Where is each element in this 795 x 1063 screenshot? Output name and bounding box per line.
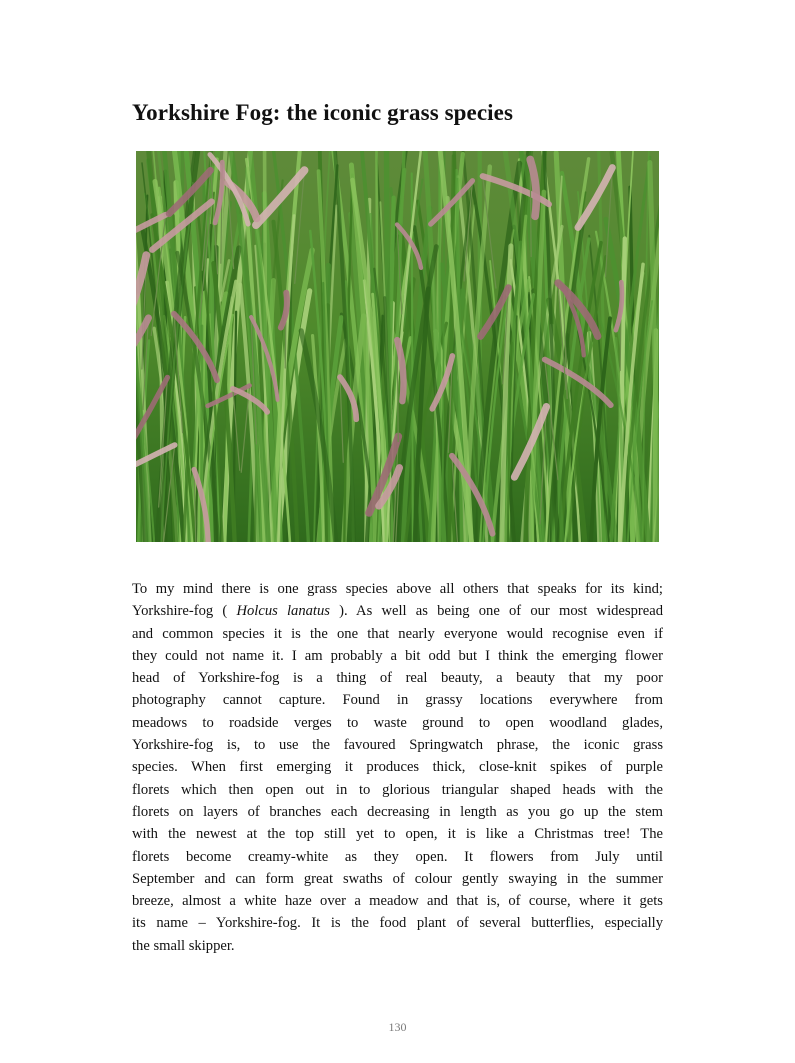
text-segment: florets become creamy-white as they open. It flowers from July until [132,848,663,865]
text-line [132,689,663,711]
body-paragraph [132,578,663,957]
page-number: 130 [388,1020,407,1034]
text-line [132,667,663,689]
text-line [132,868,663,890]
text-segment: September and can form great swaths of colour gently swaying in the summer [132,870,663,887]
text-segment: the small skipper. [132,937,235,954]
text-segment: with the newest at the top still yet to open, it is like a Christmas tree! The [132,826,663,843]
grass-photo [136,151,659,542]
page-title: Yorkshire Fog: the iconic grass species [132,100,514,125]
text-line [132,779,663,801]
text-line [132,712,663,734]
species-latin-name: Holcus lanatus [236,603,330,620]
text-line [132,823,663,845]
text-segment: its name – Yorkshire-fog. It is the food plant of several butterflies, especially [132,915,663,932]
text-segment: meadows to roadside verges to waste ground to open woodland glades, [132,714,663,731]
text-segment: To my mind there is one grass species above all others that speaks for its kind; [132,581,663,597]
text-segment: breeze, almost a white haze over a meadow and that is, of course, where it gets [132,893,663,910]
text-line [132,801,663,823]
text-segment: species. When first emerging it produces thick, close-knit spikes of purple [132,759,663,776]
text-line [132,600,663,622]
text-line [132,623,663,645]
yorkshire-fog-grass-illustration [136,151,659,542]
text-line [132,645,663,667]
text-line [132,935,663,957]
text-segment: florets which then open out in to glorious triangular shaped heads with the [132,781,663,798]
text-line [132,846,663,868]
text-line [132,734,663,756]
text-line [132,578,663,600]
text-segment: photography cannot capture. Found in grassy locations everywhere from [132,692,663,709]
text-segment: florets on layers of branches each decreasing in length as you go up the stem [132,803,663,820]
text-segment: and common species it is the one that nearly everyone would recognise even if [132,625,663,642]
text-segment: ). As well as being one of our most widespread [329,603,663,620]
text-segment: Yorkshire-fog ( [132,603,237,620]
text-segment: head of Yorkshire-fog is a thing of real beauty, a beauty that my poor [132,670,663,687]
text-line [132,912,663,934]
text-line [132,890,663,912]
text-segment: Yorkshire-fog is, to use the favoured Springwatch phrase, the iconic grass [132,737,663,754]
text-line [132,756,663,778]
text-segment: they could not name it. I am probably a bit odd but I think the emerging flower [132,647,663,664]
